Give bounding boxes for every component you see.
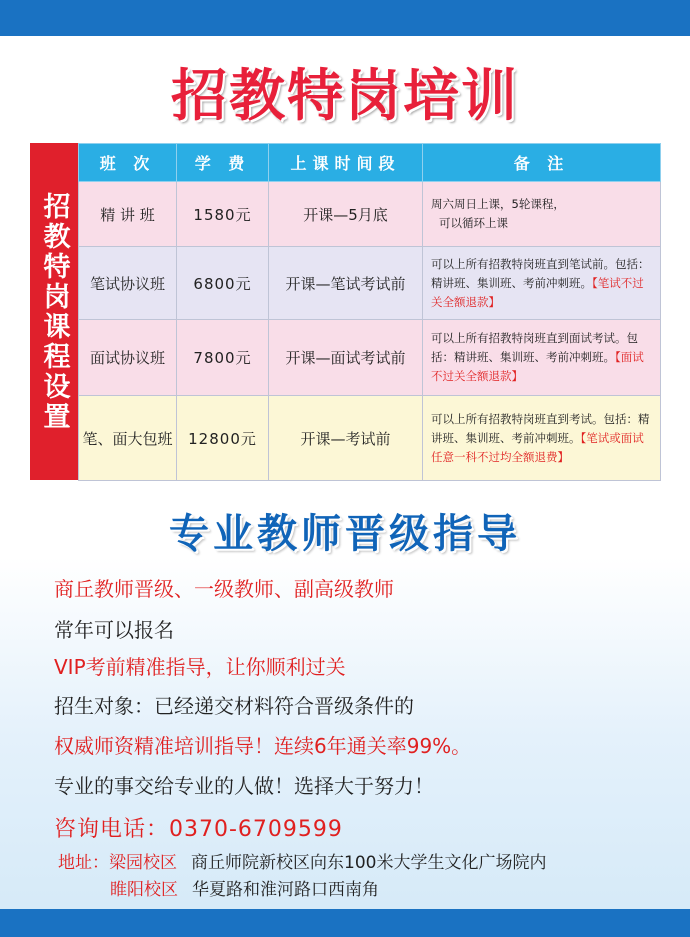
table-row bbox=[79, 182, 661, 247]
cell-note bbox=[423, 320, 661, 396]
cell-period: 开课—5月底 bbox=[269, 182, 423, 247]
cell-class: 笔、面大包班 bbox=[79, 396, 177, 481]
cell-class: 笔试协议班 bbox=[79, 247, 177, 320]
section-title: 专业教师晋级指导 bbox=[169, 511, 521, 557]
cell-class: 精 讲 班 bbox=[79, 182, 177, 247]
promo-line-5: 权威师资精准培训指导！连续6年通关率99%。 bbox=[54, 734, 472, 758]
address-label-2: 睢阳校区 bbox=[110, 880, 178, 900]
top-banner-bar bbox=[0, 0, 690, 36]
course-side-label-text: 招教特岗课程设置 bbox=[38, 191, 70, 432]
cell-note bbox=[423, 396, 661, 481]
header-period: 上课时间段 bbox=[269, 144, 423, 182]
promo-line-1: 商丘教师晋级、一级教师、副高级教师 bbox=[54, 577, 394, 601]
address-text-2: 华夏路和淮河路口西南角 bbox=[192, 880, 379, 900]
cell-class: 面试协议班 bbox=[79, 320, 177, 396]
table-row bbox=[79, 320, 661, 396]
header-fee: 学 费 bbox=[177, 144, 269, 182]
note-text: 周六周日上课，5轮课程， bbox=[431, 197, 565, 211]
promo-line-4: 招生对象：已经递交材料符合晋级条件的 bbox=[54, 694, 414, 718]
promo-line-2: 常年可以报名 bbox=[54, 618, 174, 642]
note-refund: 【笔试不过关全额退款】 bbox=[431, 275, 644, 309]
cell-fee: 12800元 bbox=[177, 396, 269, 481]
course-side-label bbox=[30, 143, 78, 480]
note-text-2: 可以循环上课 bbox=[439, 216, 508, 230]
cell-period: 开课—笔试考试前 bbox=[269, 247, 423, 320]
table-row bbox=[79, 247, 661, 320]
table-row bbox=[79, 396, 661, 481]
note-text: 可以上所有招教特岗班直到笔试前。包括：精讲班、集训班、考前冲刺班。 bbox=[431, 256, 650, 290]
cell-note bbox=[423, 182, 661, 247]
table-header-row bbox=[79, 144, 661, 182]
cell-fee: 1580元 bbox=[177, 182, 269, 247]
address-line-2 bbox=[110, 875, 379, 900]
promo-line-6: 专业的事交给专业的人做！选择大于努力！ bbox=[54, 774, 434, 798]
header-note: 备 注 bbox=[423, 144, 661, 182]
bottom-banner-bar bbox=[0, 909, 690, 937]
address-line-1 bbox=[58, 848, 546, 873]
cell-fee: 7800元 bbox=[177, 320, 269, 396]
address-text: 商丘师院新校区向东100米大学生文化广场院内 bbox=[191, 853, 547, 873]
note-text: 可以上所有招教特岗班直到面试考试。包括：精讲班、集训班、考前冲刺班。 bbox=[431, 331, 638, 364]
course-fee-table bbox=[78, 143, 661, 481]
cell-fee: 6800元 bbox=[177, 247, 269, 320]
contact-phone: 咨询电话：0370-6709599 bbox=[54, 817, 343, 842]
address-label: 地址：梁园校区 bbox=[58, 853, 177, 873]
header-class: 班 次 bbox=[79, 144, 177, 182]
note-text: 可以上所有招教特岗班直到考试。包括：精讲班、集训班、考前冲刺班。 bbox=[431, 411, 650, 445]
cell-period: 开课—考试前 bbox=[269, 396, 423, 481]
cell-period: 开课—面试考试前 bbox=[269, 320, 423, 396]
note-refund: 【面试不过关全额退款】 bbox=[431, 350, 644, 383]
note-refund: 【笔试或面试任意一科不过均全额退费】 bbox=[431, 430, 644, 464]
cell-note bbox=[423, 247, 661, 320]
main-title: 招教特岗培训 bbox=[171, 64, 519, 129]
promo-line-3: VIP考前精准指导，让你顺利过关 bbox=[54, 655, 346, 679]
